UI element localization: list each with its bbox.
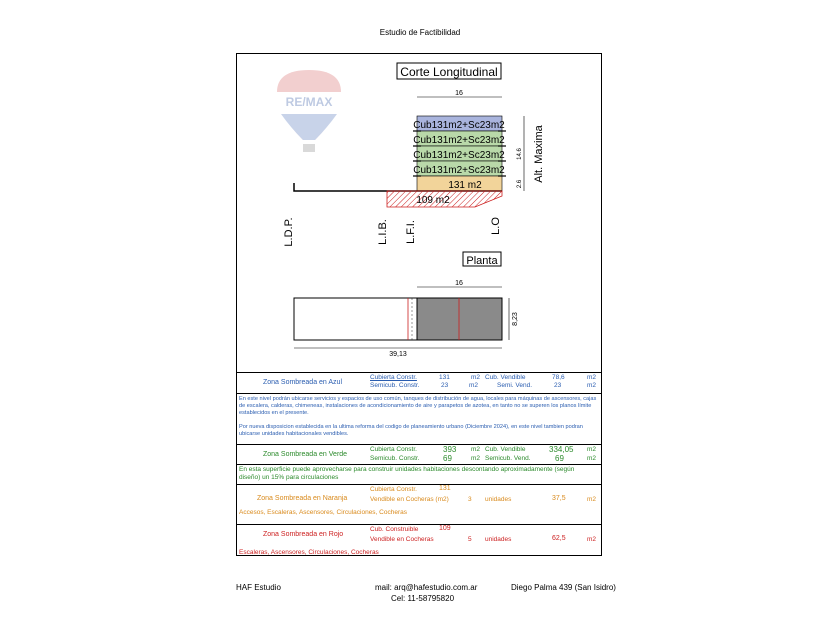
- footer-cel: Cel: 11-58795820: [391, 594, 455, 603]
- azul-semicub-unit: m2: [469, 382, 479, 389]
- verde-cubierta-label: Cubierta Constr.: [370, 446, 417, 453]
- planta-title: Planta: [466, 255, 498, 267]
- naranja-vend-unit: m2: [587, 496, 597, 503]
- verde-note: En esta superficie puede aprovecharse para construir unidades habitaciones descontando aproximadamente (según diseño) un 15% para circulaciones: [239, 466, 575, 481]
- verde-row: [237, 444, 601, 464]
- azul-label: Zona Sombreada en Azul: [263, 379, 342, 386]
- azul-cubierta-unit: m2: [471, 374, 481, 381]
- planta-width-label: 16: [455, 280, 463, 287]
- rojo-vend-val: 62,5: [552, 535, 566, 542]
- naranja-label: Zona Sombreada en Naranja: [257, 495, 348, 502]
- page-header: Estudio de Factibilidad: [379, 28, 461, 37]
- azul-cubvend-val: 78,6: [552, 374, 565, 381]
- rojo-units-label: unidades: [485, 536, 512, 543]
- azul-semicub-label: Semicub. Constr.: [370, 382, 420, 389]
- rojo-note: Escaleras, Ascensores, Circulaciones, Cocheras: [239, 549, 379, 556]
- height-label: 14.6: [517, 148, 523, 160]
- verde-semivend-unit: m2: [587, 455, 597, 462]
- azul-semivend-label: Semi. Vend.: [497, 382, 533, 389]
- verde-semicub-unit: m2: [471, 455, 481, 462]
- verde-cubierta-val: 393: [443, 445, 457, 454]
- verde-semicub-val: 69: [443, 454, 452, 463]
- rojo-label: Zona Sombreada en Rojo: [263, 531, 344, 538]
- lib-label: L.I.B.: [377, 219, 389, 245]
- rojo-vend-label: Vendible en Cocheras: [370, 536, 434, 543]
- verde-label: Zona Sombreada en Verde: [263, 451, 348, 458]
- basement-label: 109 m2: [416, 195, 450, 206]
- naranja-units-label: unidades: [485, 496, 512, 503]
- verde-cubierta-unit: m2: [471, 446, 481, 453]
- planta-length-label: 39,13: [389, 351, 407, 358]
- lo-label: L.O: [490, 217, 502, 235]
- floor-label-1: Cub131m2+Sc23m2: [413, 120, 505, 131]
- planta-depth-label: 8,23: [512, 312, 519, 326]
- verde-semivend-val: 69: [555, 454, 564, 463]
- drawings: [237, 54, 601, 372]
- azul-cubvend-unit: m2: [587, 374, 597, 381]
- rojo-cub-val: 109: [439, 525, 451, 532]
- verde-note-row: [237, 464, 601, 484]
- azul-note-2: Por nueva disposicion establecida en la ultima reforma del codigo de planeamiento urbano (Diciembre 2024), en este nivel tambien podran ubicarse unidades habitacionales vendibles.: [239, 424, 583, 437]
- rojo-row: [237, 524, 601, 556]
- rojo-vend-unit: m2: [587, 536, 597, 543]
- naranja-row: [237, 484, 601, 516]
- corte-width-label: 16: [455, 90, 463, 97]
- rojo-cub-label: Cub. Construible: [370, 526, 419, 533]
- naranja-vend-label: Vendible en Cocheras (m2): [370, 496, 449, 503]
- lfi-label: L.F.I.: [405, 220, 417, 244]
- planta-building: [417, 298, 502, 340]
- azul-semicub-val: 23: [441, 382, 449, 389]
- alt-maxima: Alt. Maxima: [533, 125, 545, 183]
- naranja-units-val: 3: [468, 496, 472, 503]
- rojo-units-val: 5: [468, 536, 472, 543]
- verde-cubvend-val: 334,05: [549, 445, 574, 454]
- naranja-vend-val: 37,5: [552, 495, 566, 502]
- naranja-cubierta-val: 131: [439, 485, 451, 492]
- height-small-label: 2.6: [517, 179, 523, 189]
- footer-mail[interactable]: mail: arq@hafestudio.com.ar: [375, 583, 478, 592]
- floor-label-2: Cub131m2+Sc23m2: [413, 135, 505, 146]
- verde-cubvend-unit: m2: [587, 446, 597, 453]
- floor-label-3: Cub131m2+Sc23m2: [413, 150, 505, 161]
- azul-note-1: En este nivel podrán ubicarse servicios y espacios de uso común, tanques de distribución de agua, locales para máquinas de ascensores, cajas de escalera, calderas, chimeneas, instalaciones de acondicionamiento de aire y parapetos de azotea, en tanto no se superen los planos límite establecidos en el presente.: [239, 396, 597, 416]
- verde-semivend-label: Semicub. Vend.: [485, 455, 531, 462]
- remax-logo: [277, 70, 341, 152]
- naranja-cubierta-label: Cubierta Constr.: [370, 486, 417, 493]
- footer-company: HAF Estudio: [236, 583, 281, 592]
- azul-cubvend-label: Cub. Vendible: [485, 374, 526, 381]
- azul-semivend-unit: m2: [587, 382, 597, 389]
- ldp-label: L.D.P.: [283, 217, 295, 247]
- corte-title: Corte Longitudinal: [400, 65, 498, 79]
- azul-semivend-val: 23: [554, 382, 562, 389]
- verde-cubvend-label: Cub. Vendible: [485, 446, 526, 453]
- verde-semicub-label: Semicub. Constr.: [370, 455, 420, 462]
- azul-notes: [237, 393, 601, 444]
- floor-label-4: Cub131m2+Sc23m2: [413, 165, 505, 176]
- azul-row: [237, 372, 601, 393]
- naranja-note: Accesos, Escaleras, Ascensores, Circulaciones, Cocheras: [239, 509, 407, 516]
- logo-text: RE/MAX: [285, 95, 333, 109]
- footer-address: Diego Palma 439 (San Isidro): [511, 583, 616, 592]
- azul-cubierta-label: Cubierta Constr.: [370, 374, 417, 381]
- azul-cubierta-val: 131: [439, 374, 450, 381]
- ground-label: 131 m2: [448, 180, 482, 191]
